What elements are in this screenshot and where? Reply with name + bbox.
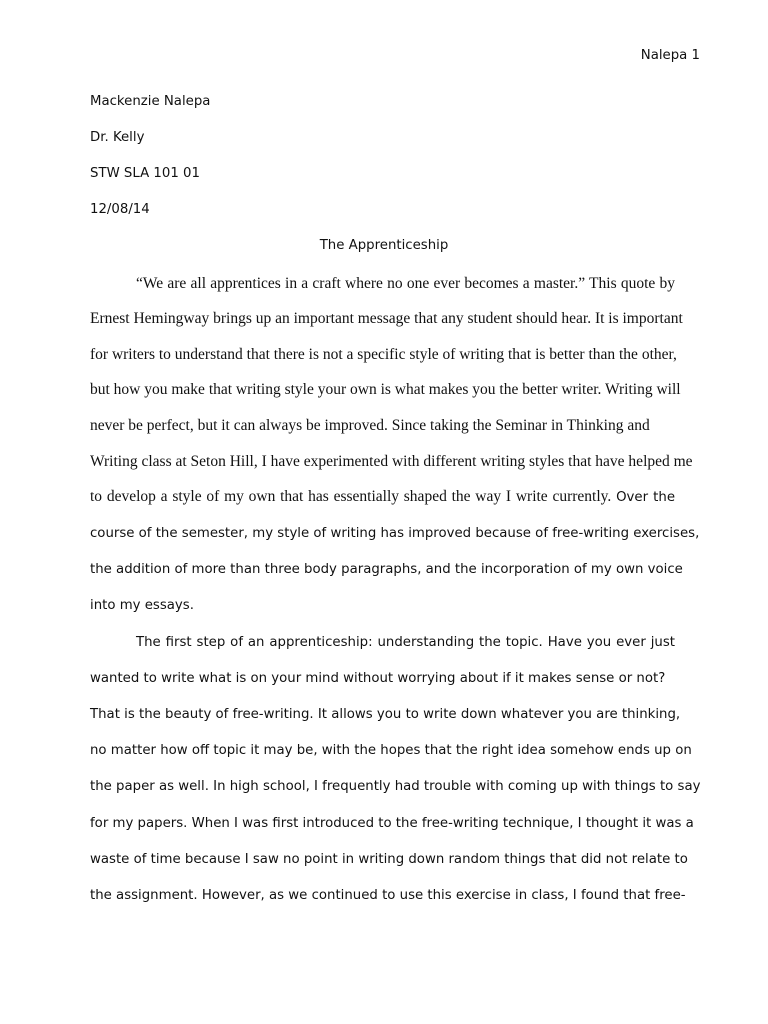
paragraph-2-line: no matter how off topic it may be, with the hopes that the right idea somehow ends up on [90,743,692,758]
paragraph-2-line: That is the beauty of free-writing. It allows you to write down whatever you are thinking, [90,707,681,722]
paragraph-1-line: “We are all apprentices in a craft where no one ever becomes a master.” This quote by [136,275,675,292]
paragraph-1-line: never be perfect, but it can always be improved. Since taking the Seminar in Thinking and [90,417,650,434]
paragraph-1-line: but how you make that writing style your own is what makes you the better writer. Writing will [90,381,681,398]
paragraph-1-line: the addition of more than three body paragraphs, and the incorporation of my own voice [90,562,683,577]
paragraph-1-line: course of the semester, my style of writing has improved because of free-writing exercises, [90,526,700,541]
running-head: Nalepa 1 [640,48,700,63]
paragraph-2-line: wanted to write what is on your mind without worrying about if it makes sense or not? [90,671,666,686]
paragraph-2-line: waste of time because I saw no point in writing down random things that did not relate to [90,852,688,867]
paragraph-1-line: Writing class at Seton Hill, I have experimented with different writing styles that have helped me [90,453,693,470]
paragraph-1-line [90,488,675,506]
paragraph-1-segment: Over the [616,490,675,505]
author-name: Mackenzie Nalepa [90,94,211,109]
paragraph-2-line: the paper as well. In high school, I frequently had trouble with coming up with things to say [90,779,701,794]
paragraph-2-line: The first step of an apprenticeship: understanding the topic. Have you ever just [136,635,675,650]
instructor-name: Dr. Kelly [90,130,145,145]
paragraph-1-line: into my essays. [90,598,194,613]
essay-title: The Apprenticeship [319,238,449,253]
paragraph-2-line: for my papers. When I was first introduced to the free-writing technique, I thought it was a [90,816,694,831]
paragraph-1-line: for writers to understand that there is not a specific style of writing that is better than the other, [90,346,677,363]
paragraph-1-line: Ernest Hemingway brings up an important message that any student should hear. It is important [90,310,683,327]
course-code: STW SLA 101 01 [90,166,200,181]
essay-date: 12/08/14 [90,202,150,217]
paragraph-1-segment: to develop a style of my own that has essentially shaped the way I write currently. [90,488,617,505]
paragraph-2-line: the assignment. However, as we continued to use this exercise in class, I found that free- [90,888,686,903]
